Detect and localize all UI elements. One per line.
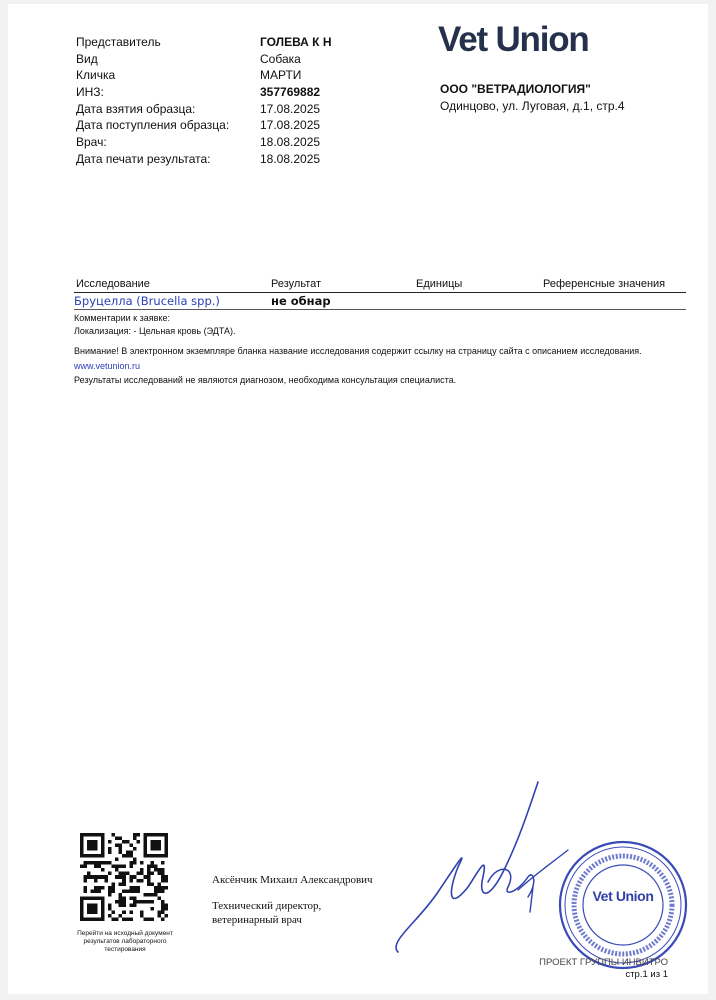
info-label: ИНЗ:	[76, 85, 104, 100]
header-result: Результат	[271, 278, 322, 290]
test-result: не обнар	[271, 294, 331, 308]
signer-title	[212, 900, 321, 927]
info-label: Представитель	[76, 35, 161, 49]
vet-union-logo: Vet Union	[438, 20, 589, 59]
website-link[interactable]: www.vetunion.ru	[74, 361, 141, 371]
comments-label: Комментарии к заявке:	[74, 313, 170, 323]
signer-name: Аксёнчик Михаил Александрович	[212, 874, 373, 886]
info-label: Кличка	[76, 68, 116, 83]
info-value: 18.08.2025	[260, 151, 321, 166]
info-label: Дата взятия образца:	[76, 101, 196, 116]
result-page	[8, 4, 708, 994]
table-row	[74, 294, 686, 310]
disclaimer-text: Результаты исследований не являются диагнозом, необходима консультация специалиста.	[74, 375, 457, 385]
signer-title-line2: ветеринарный врач	[212, 913, 302, 926]
localization-text: Локализация: - Цельная кровь (ЭДТА).	[74, 326, 236, 336]
info-value: МАРТИ	[260, 68, 302, 83]
info-value: 17.08.2025	[260, 101, 321, 116]
info-value: 18.08.2025	[260, 135, 321, 150]
info-label: Дата печати результата:	[76, 151, 211, 166]
warning-text: Внимание! В электронном экземпляре бланка название исследования содержит ссылку на страницу сайта с описанием исследования.	[74, 346, 642, 356]
results-table-header	[74, 277, 686, 293]
header-reference: Референсные значения	[543, 278, 666, 290]
info-label: Дата поступления образца:	[76, 118, 230, 133]
info-value: ГОЛЕВА К Н	[260, 35, 332, 49]
info-value: 357769882	[260, 85, 321, 100]
info-value: 17.08.2025	[260, 118, 321, 133]
info-label: Врач:	[76, 135, 107, 150]
info-value: Собака	[260, 51, 301, 66]
footer-page-number: стр.1 из 1	[625, 969, 668, 980]
stamp-logo-text: Vet Union	[592, 888, 654, 904]
header-test: Исследование	[76, 278, 150, 290]
qr-caption: Перейти на исходный документ результатов лабораторного тестирования	[77, 930, 173, 953]
lab-org-name: ООО "ВЕТРАДИОЛОГИЯ"	[440, 82, 591, 96]
test-link[interactable]: Бруцелла (Brucella spp.)	[74, 294, 220, 308]
header-units: Единицы	[416, 278, 463, 290]
stamp-icon	[556, 838, 690, 972]
info-label: Вид	[76, 51, 98, 66]
qr-code-icon[interactable]	[80, 833, 168, 921]
footer-project: ПРОЕКТ ГРУППЫ ИНВИТРО	[539, 957, 668, 968]
signature-icon	[378, 772, 578, 972]
signer-title-line1: Технический директор,	[212, 900, 322, 912]
lab-address: Одинцово, ул. Луговая, д.1, стр.4	[440, 99, 625, 113]
